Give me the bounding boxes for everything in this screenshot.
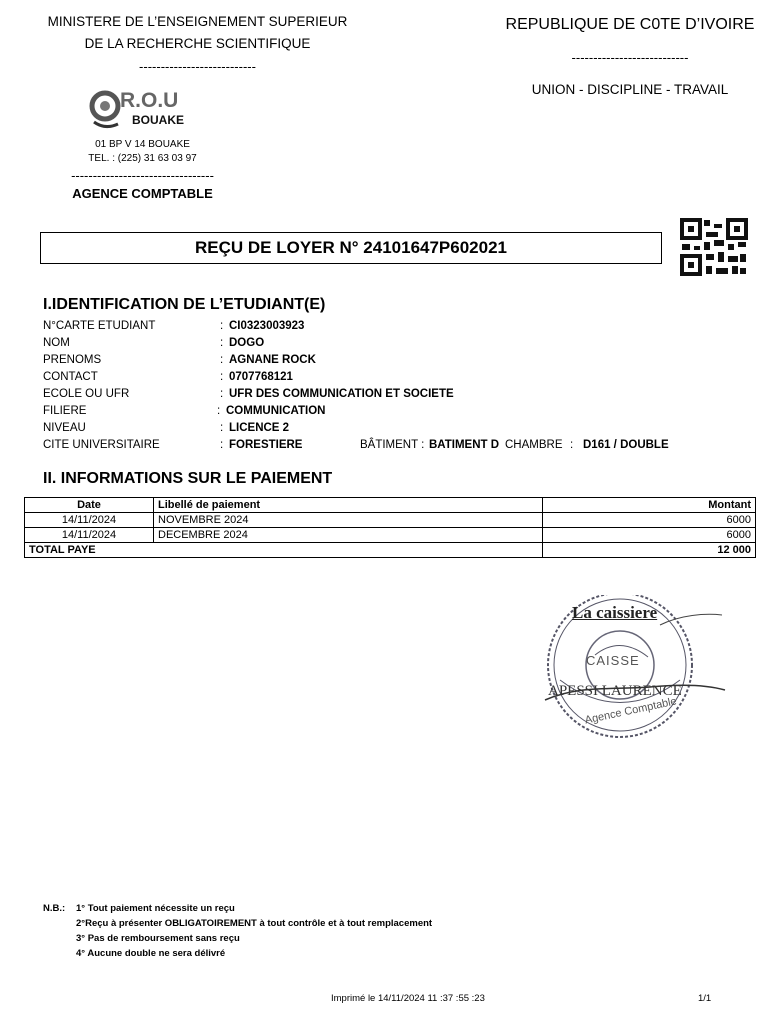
motto: UNION - DISCIPLINE - TRAVAIL	[531, 82, 729, 97]
note-item: 2°Reçu à présenter OBLIGATOIREMENT à tout contrôle et à tout remplacement	[76, 918, 433, 929]
cell-label: NOVEMBRE 2024	[154, 513, 543, 528]
value-contact: 0707768121	[229, 371, 293, 383]
header-label: Libellé de paiement	[154, 498, 543, 513]
header-amount: Montant	[543, 498, 756, 513]
label-room: CHAMBRE	[505, 439, 563, 451]
cell-date: 14/11/2024	[25, 513, 154, 528]
label-contact: CONTACT	[43, 371, 98, 383]
notes-prefix: N.B.:	[43, 903, 66, 914]
ministry-line-2: DE LA RECHERCHE SCIENTIFIQUE	[84, 36, 311, 51]
colon: :	[220, 354, 224, 366]
header-left-divider: ---------------------------	[139, 59, 256, 74]
page-number: 1/1	[698, 993, 712, 1004]
table-total-row	[25, 543, 756, 558]
value-level: LICENCE 2	[229, 422, 290, 434]
section-payment-title: II. INFORMATIONS SUR LE PAIEMENT	[43, 470, 333, 487]
label-card-number: N°CARTE ETUDIANT	[43, 320, 156, 332]
value-room: D161 / DOUBLE	[583, 439, 669, 451]
label-name: NOM	[43, 337, 70, 349]
cashier-stamp	[540, 595, 740, 740]
logo-text-top: R.O.U	[120, 89, 179, 112]
agency-label: AGENCE COMPTABLE	[72, 186, 213, 201]
colon: :	[220, 422, 224, 434]
colon: :	[220, 320, 224, 332]
value-name: DOGO	[229, 337, 265, 349]
cashier-title: La caissiere	[572, 603, 658, 622]
total-value: 12 000	[543, 543, 756, 558]
colon: :	[220, 337, 224, 349]
stamp-bottom-text: Agence Comptable	[583, 695, 678, 727]
value-card-number: CI0323003923	[229, 320, 305, 332]
logo-text-bottom: BOUAKE	[132, 113, 185, 127]
cell-date: 14/11/2024	[25, 528, 154, 543]
table-row	[25, 528, 756, 543]
label-school: ECOLE OU UFR	[43, 388, 130, 400]
colon: :	[217, 405, 221, 417]
header-right-divider: ---------------------------	[571, 50, 689, 65]
student-row-residence	[43, 439, 743, 456]
value-residence: FORESTIERE	[229, 439, 303, 451]
note-item: 3° Pas de remboursement sans reçu	[76, 933, 240, 944]
crou-logo	[88, 84, 188, 136]
receipt-title: REÇU DE LOYER N° 24101647P602021	[40, 232, 662, 264]
cashier-name: APESSI LAURENCE	[548, 683, 682, 699]
table-row	[25, 513, 756, 528]
cell-amount: 6000	[543, 513, 756, 528]
cell-amount: 6000	[543, 528, 756, 543]
label-field: FILIERE	[43, 405, 87, 417]
value-firstnames: AGNANE ROCK	[229, 354, 316, 366]
colon: :	[220, 388, 224, 400]
payment-table	[24, 497, 756, 558]
qr-code-icon	[680, 218, 748, 276]
value-building: BATIMENT D	[429, 439, 500, 451]
table-header-row	[25, 498, 756, 513]
colon: :	[220, 439, 224, 451]
republic-title: REPUBLIQUE DE C0TE D’IVOIRE	[505, 16, 755, 33]
stamp-inner-text: CAISSE	[586, 653, 640, 668]
colon: :	[570, 439, 574, 451]
phone: TEL. : (225) 31 63 03 97	[88, 153, 197, 164]
note-item: 4° Aucune double ne sera délivré	[76, 948, 226, 959]
note-item: 1° Tout paiement nécessite un reçu	[76, 903, 235, 914]
cell-label: DECEMBRE 2024	[154, 528, 543, 543]
label-residence: CITE UNIVERSITAIRE	[43, 439, 160, 451]
address: 01 BP V 14 BOUAKE	[95, 139, 190, 150]
colon: :	[220, 371, 224, 383]
label-level: NIVEAU	[43, 422, 86, 434]
header-left-divider-2: ---------------------------------	[71, 168, 214, 183]
ministry-line-1: MINISTERE DE L’ENSEIGNEMENT SUPERIEUR	[47, 14, 348, 29]
printed-date: Imprimé le 14/11/2024 11 :37 :55 :23	[331, 993, 485, 1004]
value-field: COMMUNICATION	[226, 405, 326, 417]
total-label: TOTAL PAYE	[25, 543, 543, 558]
label-building: BÂTIMENT :	[360, 439, 425, 451]
value-school: UFR DES COMMUNICATION ET SOCIETE	[229, 388, 454, 400]
header-date: Date	[25, 498, 154, 513]
section-identification-title: I.IDENTIFICATION DE L’ETUDIANT(E)	[43, 296, 326, 313]
label-firstnames: PRENOMS	[43, 354, 102, 366]
